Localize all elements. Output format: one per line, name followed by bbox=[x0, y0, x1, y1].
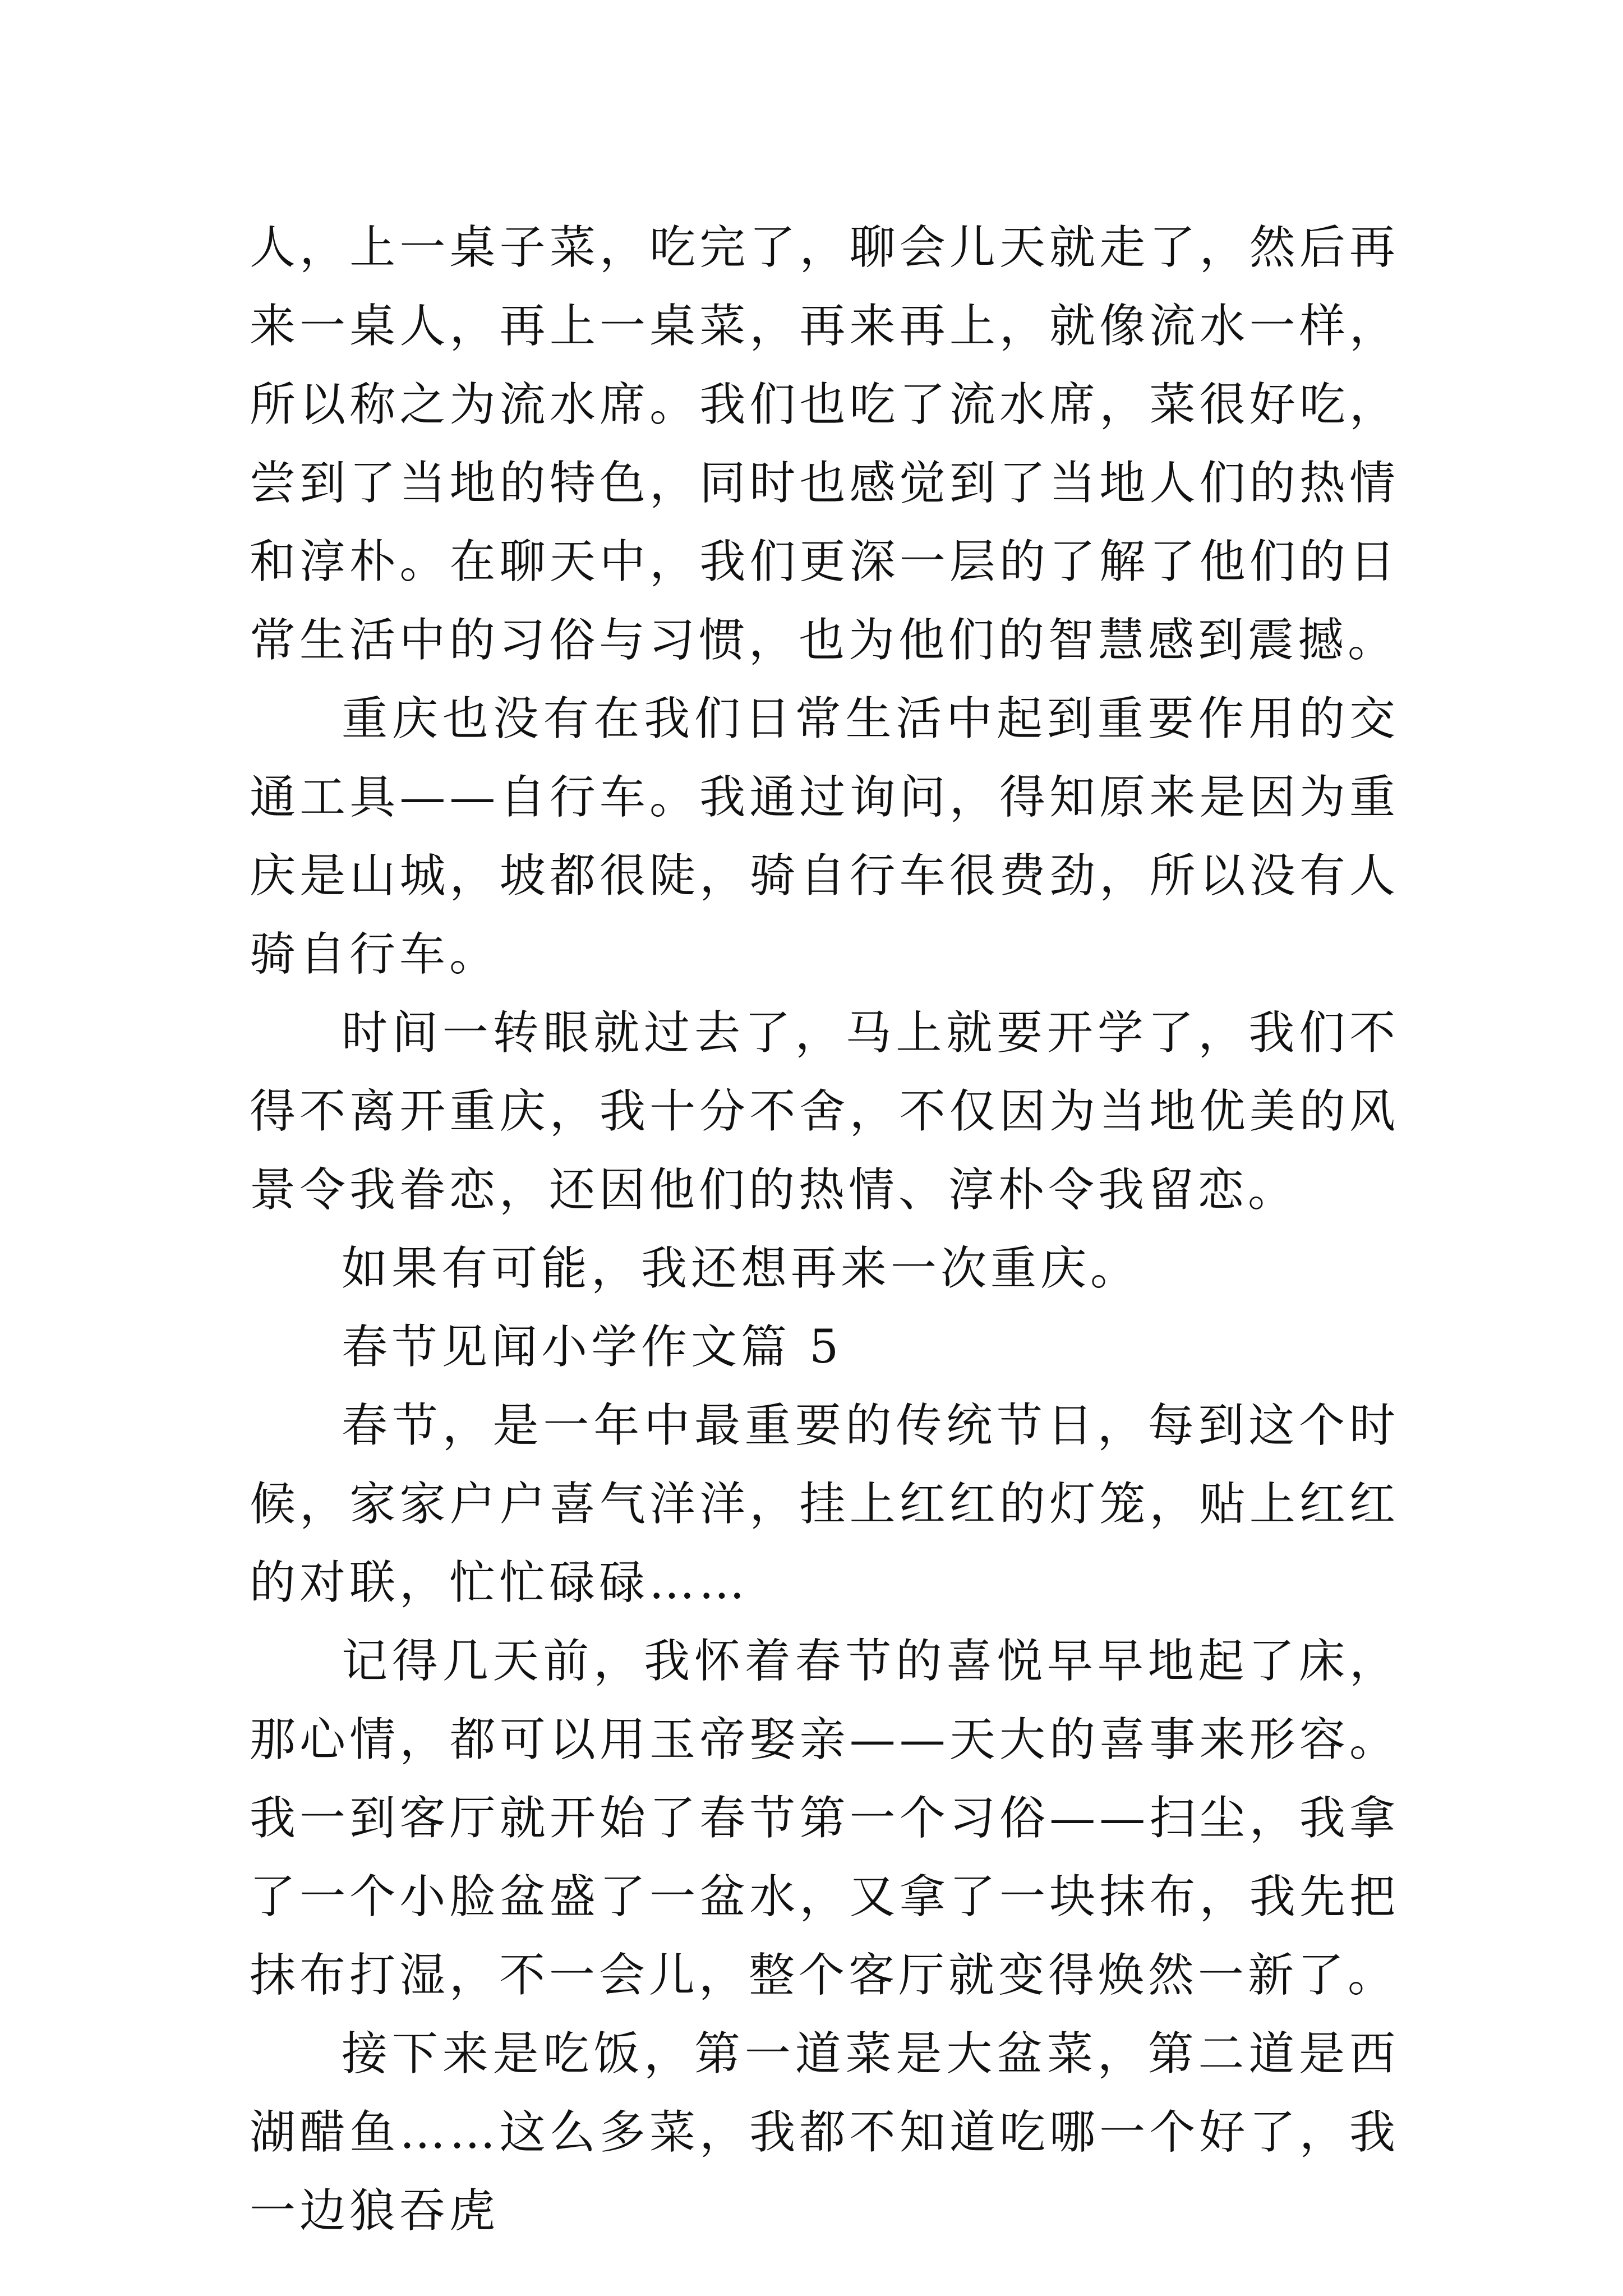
paragraph-2: 重庆也没有在我们日常生活中起到重要作用的交通工具——自行车。我通过询问，得知原来是因为重庆是山城，坡都很陡，骑自行车很费劲，所以没有人骑自行车。 bbox=[250, 692, 1399, 981]
paragraph-6: 记得几天前，我怀着春节的喜悦早早地起了床，那心情，都可以用玉帝娶亲——天大的喜事来形容。我一到客厅就开始了春节第一个习俗——扫尘，我拿了一个小脸盆盛了一盆水，又拿了一块抹布，我先把抹布打湿，不一会儿，整个客厅就变得焕然一新了。 bbox=[250, 1635, 1399, 2002]
paragraph-1: 人，上一桌子菜，吃完了，聊会儿天就走了，然后再来一桌人，再上一桌菜，再来再上，就像流水一样，所以称之为流水席。我们也吃了流水席，菜很好吃，尝到了当地的特色，同时也感觉到了当地人们的热情和淳朴。在聊天中，我们更深一层的了解了他们的日常生活中的习俗与习惯，也为他们的智慧感到震撼。 bbox=[250, 221, 1399, 667]
paragraph-3: 时间一转眼就过去了，马上就要开学了，我们不得不离开重庆，我十分不舍，不仅因为当地优美的风景令我眷恋，还因他们的热情、淳朴令我留恋。 bbox=[250, 1006, 1399, 1217]
paragraph-7: 接下来是吃饭，第一道菜是大盆菜，第二道是西湖醋鱼……这么多菜，我都不知道吃哪一个好了，我一边狼吞虎 bbox=[250, 2027, 1399, 2238]
paragraph-5: 春节，是一年中最重要的传统节日，每到这个时候，家家户户喜气洋洋，挂上红红的灯笼，贴上红红的对联，忙忙碌碌…… bbox=[250, 1399, 1399, 1609]
section-title: 春节见闻小学作文篇 5 bbox=[342, 1320, 843, 1374]
paragraph-4: 如果有可能，我还想再来一次重庆。 bbox=[342, 1242, 1141, 1295]
document-body bbox=[250, 209, 1399, 2251]
